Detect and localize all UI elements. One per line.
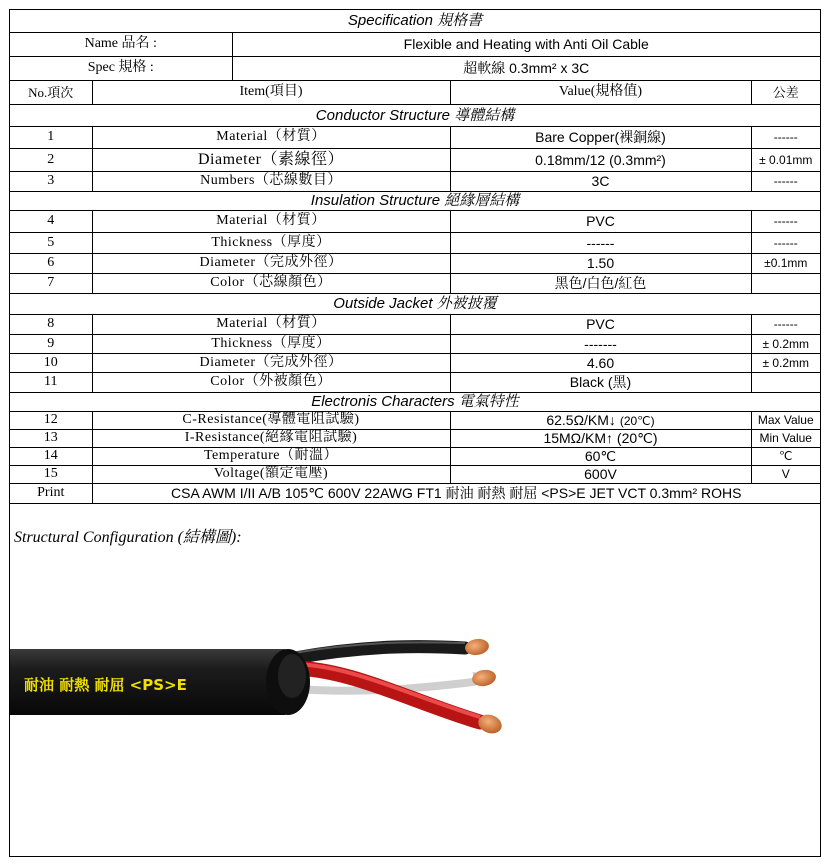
col-header-item: Item(項目) xyxy=(92,80,450,104)
row-tolerance: V xyxy=(751,465,820,483)
row-tolerance: ------ xyxy=(751,314,820,334)
col-header-no: No.項次 xyxy=(10,80,92,104)
row-tolerance xyxy=(751,273,820,293)
spec-table xyxy=(10,10,820,504)
name-label: Name 品名 : xyxy=(10,32,232,56)
row-item: Diameter（完成外徑） xyxy=(92,253,450,273)
row-no: 10 xyxy=(10,353,92,372)
cable-illustration xyxy=(10,516,820,856)
row-item: Thickness（厚度） xyxy=(92,232,450,253)
table-row xyxy=(10,465,820,483)
table-row xyxy=(10,253,820,273)
row-tolerance: Max Value xyxy=(751,411,820,429)
row-value: PVC xyxy=(450,210,751,232)
structure-title: Structural Configuration (結構圖): xyxy=(14,529,242,546)
row-item: Numbers（芯線數目） xyxy=(92,171,450,191)
table-row xyxy=(10,148,820,171)
row-tolerance: ------ xyxy=(751,210,820,232)
row-item: I-Resistance(絕緣電阻試驗) xyxy=(92,429,450,447)
row-value: Bare Copper(裸銅線) xyxy=(450,126,751,148)
col-header-tolerance: 公差 xyxy=(751,80,820,104)
table-row xyxy=(10,314,820,334)
row-tolerance: Min Value xyxy=(751,429,820,447)
row-value: 4.60 xyxy=(450,353,751,372)
name-value: Flexible and Heating with Anti Oil Cable xyxy=(232,32,820,56)
spec-sheet xyxy=(9,9,821,857)
row-value: 0.18mm/12 (0.3mm²) xyxy=(450,148,751,171)
row-no: 12 xyxy=(10,411,92,429)
row-tolerance: ------ xyxy=(751,232,820,253)
row-no: 6 xyxy=(10,253,92,273)
row-no: 1 xyxy=(10,126,92,148)
row-item: Material（材質） xyxy=(92,314,450,334)
row-value: Black (黑) xyxy=(450,372,751,392)
row-no: 7 xyxy=(10,273,92,293)
row-value: ------- xyxy=(450,334,751,353)
table-row xyxy=(10,372,820,392)
spec-value: 超軟線 0.3mm² x 3C xyxy=(232,56,820,80)
row-value: 黑色/白色/紅色 xyxy=(450,273,751,293)
row-value: 600V xyxy=(450,465,751,483)
row-no: 8 xyxy=(10,314,92,334)
row-no: 13 xyxy=(10,429,92,447)
row-tolerance: ±0.1mm xyxy=(751,253,820,273)
row-tolerance: ------ xyxy=(751,126,820,148)
spec-label: Spec 規格 : xyxy=(10,56,232,80)
row-item: Material（材質） xyxy=(92,210,450,232)
cable-marking: 耐油 耐熱 耐屈 <PS>E xyxy=(24,676,187,694)
row-value: 3C xyxy=(450,171,751,191)
row-no: 3 xyxy=(10,171,92,191)
row-no: 15 xyxy=(10,465,92,483)
row-item: Temperature（耐溫） xyxy=(92,447,450,465)
table-row xyxy=(10,411,820,429)
row-item: Color（芯線顏色） xyxy=(92,273,450,293)
row-item: Diameter（完成外徑） xyxy=(92,353,450,372)
print-value: CSA AWM I/II A/B 105℃ 600V 22AWG FT1 耐油 耐熱 耐屈 <PS>E JET VCT 0.3mm² ROHS xyxy=(92,483,820,503)
row-no: 5 xyxy=(10,232,92,253)
row-no: 9 xyxy=(10,334,92,353)
row-no: 11 xyxy=(10,372,92,392)
section-conductor: Conductor Structure 導體結構 xyxy=(10,104,820,126)
table-row xyxy=(10,232,820,253)
row-value: 1.50 xyxy=(450,253,751,273)
row-item: C-Resistance(導體電阻試驗) xyxy=(92,411,450,429)
table-row xyxy=(10,126,820,148)
row-item: Diameter（素線徑） xyxy=(92,148,450,171)
table-row xyxy=(10,210,820,232)
row-value: 15MΩ/KM↑ (20℃) xyxy=(450,429,751,447)
spec-title: Specification 規格書 xyxy=(10,10,820,32)
section-electronic: Electronis Characters 電氣特性 xyxy=(10,392,820,411)
row-no: 4 xyxy=(10,210,92,232)
structure-section xyxy=(10,516,820,856)
row-value: PVC xyxy=(450,314,751,334)
section-insulation: Insulation Structure 絕緣層結構 xyxy=(10,191,820,210)
row-tolerance xyxy=(751,372,820,392)
row-tolerance: ------ xyxy=(751,171,820,191)
row-value xyxy=(450,411,751,429)
table-row xyxy=(10,273,820,293)
row-value: 60℃ xyxy=(450,447,751,465)
col-header-value: Value(規格值) xyxy=(450,80,751,104)
print-label: Print xyxy=(10,483,92,503)
table-row xyxy=(10,353,820,372)
row-tolerance: ℃ xyxy=(751,447,820,465)
row-item: Voltage(額定電壓) xyxy=(92,465,450,483)
row-value-main: 62.5Ω/KM↓ xyxy=(546,412,616,428)
row-tolerance: ± 0.01mm xyxy=(751,148,820,171)
row-item: Color（外被顏色） xyxy=(92,372,450,392)
table-row xyxy=(10,429,820,447)
table-row xyxy=(10,447,820,465)
row-value-temp: (20℃) xyxy=(619,414,655,428)
row-no: 14 xyxy=(10,447,92,465)
jacket-opening xyxy=(278,654,306,698)
table-row xyxy=(10,171,820,191)
row-item: Material（材質） xyxy=(92,126,450,148)
row-no: 2 xyxy=(10,148,92,171)
row-item: Thickness（厚度） xyxy=(92,334,450,353)
section-jacket: Outside Jacket 外被披覆 xyxy=(10,293,820,314)
row-value: ------ xyxy=(450,232,751,253)
table-row xyxy=(10,334,820,353)
row-tolerance: ± 0.2mm xyxy=(751,353,820,372)
row-tolerance: ± 0.2mm xyxy=(751,334,820,353)
